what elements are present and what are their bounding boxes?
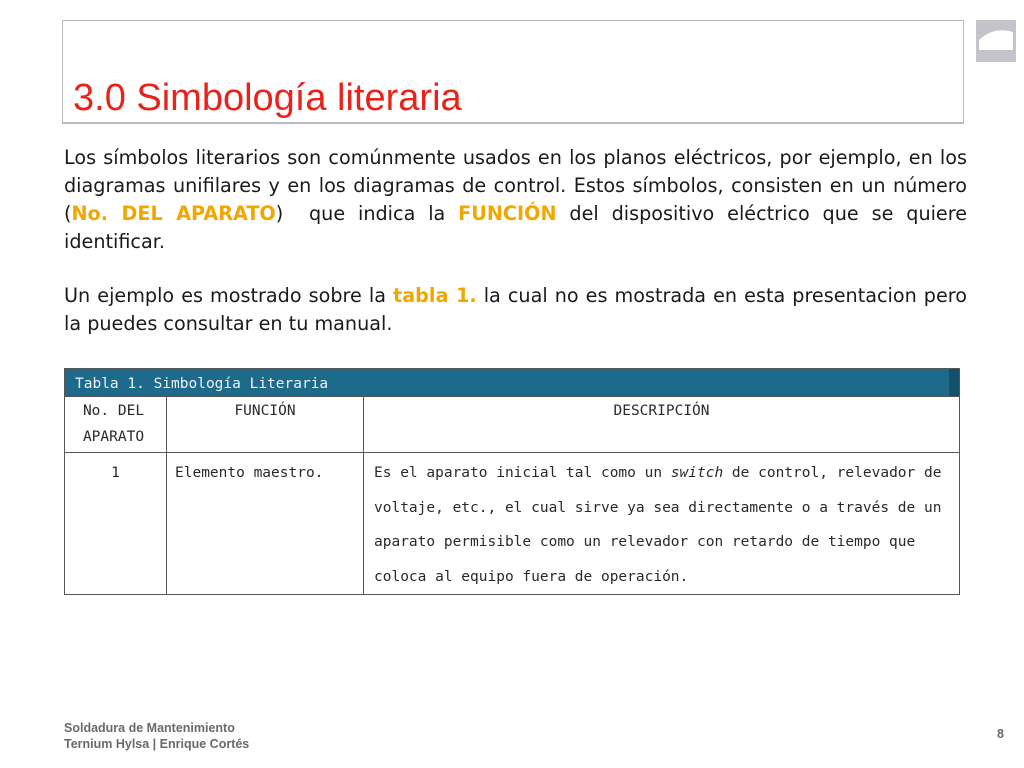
footer (64, 721, 249, 752)
header-funcion: FUNCIÓN (167, 397, 364, 453)
highlight-tabla-1: tabla 1. (393, 284, 477, 307)
footer-author: Ternium Hylsa | Enrique Cortés (64, 736, 250, 751)
page-number: 8 (997, 727, 1004, 741)
symbology-table (64, 368, 960, 595)
example-paragraph (64, 282, 967, 338)
cell-description (364, 453, 960, 595)
table-row (65, 453, 960, 595)
logo-icon (976, 20, 1016, 62)
highlight-funcion: FUNCIÓN (458, 202, 557, 225)
logo-mark (976, 20, 1016, 62)
example-text-2: la cual no es mostrada en esta presentacion pero la puedes consultar en tu manual. (64, 284, 967, 335)
example-text-1: Un ejemplo es mostrado sobre la (64, 284, 394, 307)
description-text-2: de control, relevador de voltaje, etc., el cual sirve ya sea directamente o a través de un aparato permisible como un relevador con retardo de tiempo que coloca al equipo fuera de operación. (374, 465, 942, 585)
header-descripcion: DESCRIPCIÓN (364, 397, 960, 453)
intro-text-2: ) que indica la (275, 202, 459, 225)
slide-title: 3.0 Simbología literaria (73, 77, 462, 119)
table-header-row (65, 397, 960, 453)
intro-text-3: del dispositivo eléctrico que se quiere identificar. (64, 202, 968, 253)
highlight-no-del-aparato: No. DEL APARATO (71, 202, 276, 225)
intro-text-1: Los símbolos literarios son comúnmente usados en los planos eléctricos, por ejemplo, en los diagramas unifilares y en los diagramas de control. Estos símbolos, consisten en un número ( (64, 146, 967, 225)
footer-course: Soldadura de Mantenimiento (64, 721, 235, 735)
cell-number: 1 (65, 453, 167, 595)
title-box (62, 20, 964, 124)
header-no-del-aparato: No. DEL APARATO (65, 397, 167, 453)
description-text-1: Es el aparato inicial tal como un (374, 465, 671, 481)
cell-function: Elemento maestro. (167, 453, 364, 595)
description-emphasis: switch (670, 465, 724, 481)
table-caption: Tabla 1. Simbología Literaria (65, 369, 960, 397)
table-caption-row (65, 369, 960, 397)
intro-paragraph (64, 144, 967, 256)
